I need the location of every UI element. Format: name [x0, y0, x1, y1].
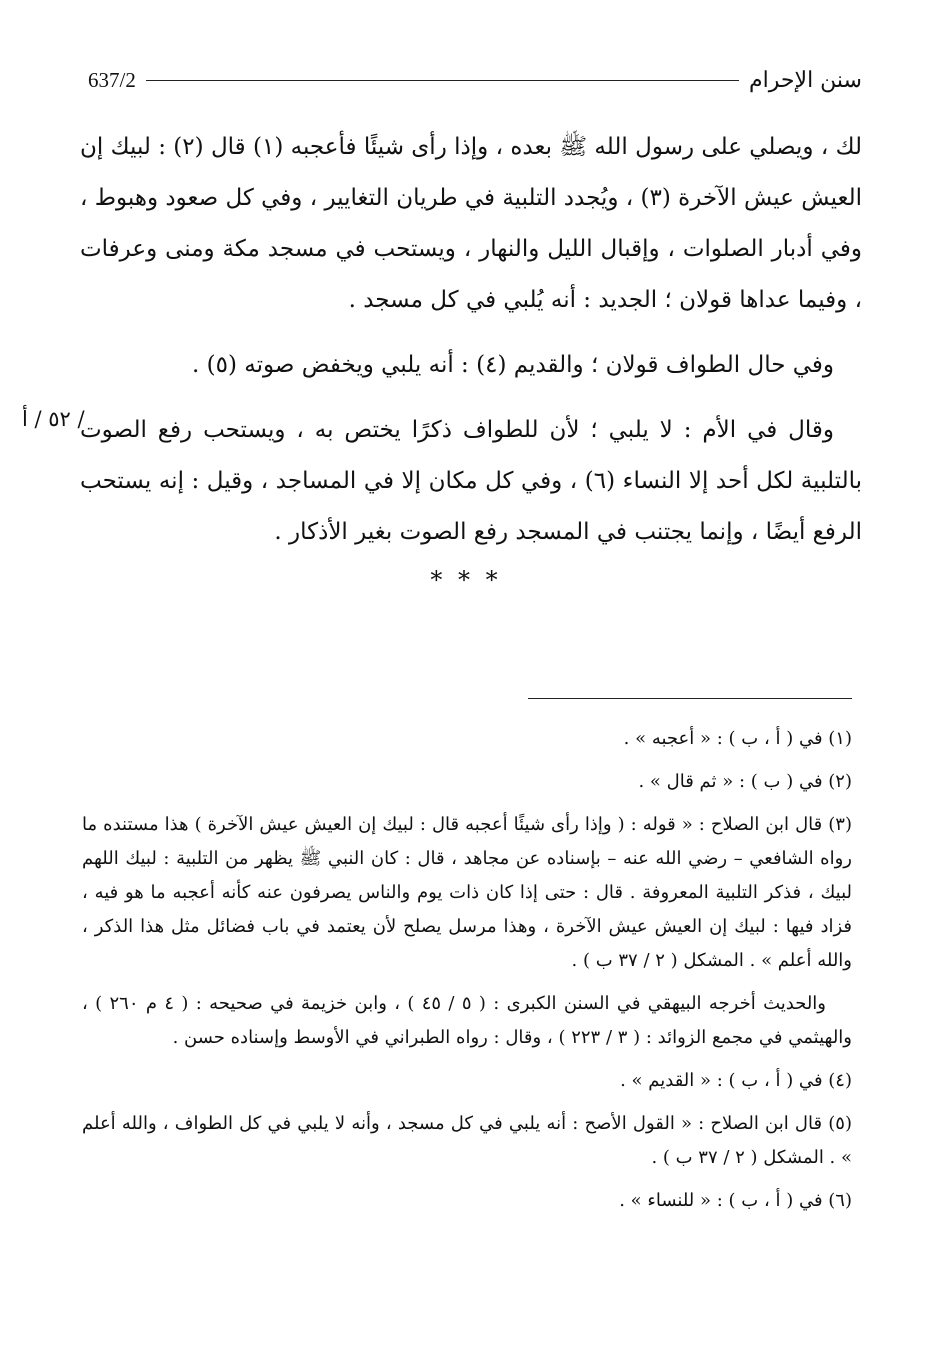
footnote-3-continuation: والحديث أخرجه البيهقي في السنن الكبرى : ( ٥ / ٤٥ ) ، وابن خزيمة في صحيحه : ( ٤ م ٢٦٠ ) ، والهيثمي في مجمع الزوائد : ( ٣ / ٢٢٣ ) ، وقال : رواه الطبراني في الأوسط وإسناده حسن . — [82, 993, 852, 1048]
footnote-1: (١) في ( أ ، ب ) : « أعجبه » . — [623, 728, 852, 749]
main-text — [80, 122, 862, 572]
footnote-2: (٢) في ( ب ) : « ثم قال » . — [638, 771, 852, 792]
main-paragraph-2: وفي حال الطواف قولان ؛ والقديم (٤) : أنه يلبي ويخفض صوته (٥) . — [192, 352, 834, 378]
page-number: 637/2 — [88, 67, 136, 92]
footnotes — [82, 722, 852, 1227]
footnote-4: (٤) في ( أ ، ب ) : « القديم » . — [620, 1070, 852, 1091]
main-paragraph-1: لك ، ويصلي على رسول الله ﷺ بعده ، وإذا رأى شيئًا فأعجبه (١) قال (٢) : لبيك إن العيش عيش الآخرة (٣) ، ويُجدد التلبية في طريان التغايير ، وفي كل صعود وهبوط ، وفي أدبار الصلوات ، وإقبال الليل والنهار ، ويستحب في مسجد مكة ومنى وعرفات ، وفيما عداها قولان ؛ الجديد : أنه يُلبي في كل مسجد . — [80, 134, 863, 313]
footnote-5: (٥) قال ابن الصلاح : « القول الأصح : أنه يلبي في كل مسجد ، وأنه لا يلبي في كل الطواف ، والله أعلم » . المشكل ( ٢ / ٣٧ ب ) . — [82, 1113, 852, 1168]
footnote-3: (٣) قال ابن الصلاح : « قوله : ( وإذا رأى شيئًا أعجبه قال : لبيك إن العيش عيش الآخرة ) هذا مستنده ما رواه الشافعي – رضي الله عنه – بإسناده عن مجاهد ، قال : كان النبي ﷺ يظهر من التلبية : لبيك اللهم لبيك ، فذكر التلبية المعروفة . قال : حتى إذا كان ذات يوم والناس يصرفون عنه كأنه أعجبه ما هو فيه ، فزاد فيها : لبيك إن العيش عيش الآخرة ، وهذا مرسل يصلح لأن يعتمد في باب فضائل مثل هذا الذكر ، والله أعلم » . المشكل ( ٢ / ٣٧ ب ) . — [82, 814, 852, 971]
footnote-rule — [528, 698, 852, 699]
section-separator: * * * — [430, 566, 502, 594]
page-header — [88, 62, 862, 98]
main-paragraph-3: وقال في الأم : لا يلبي ؛ لأن للطواف ذكرًا يختص به ، ويستحب رفع الصوت بالتلبية لكل أحد إلا النساء (٦) ، وفي كل مكان إلا في المساجد ، وقيل : إنه يستحب الرفع أيضًا ، وإنما يجتنب في المسجد رفع الصوت بغير الأذكار . — [80, 417, 862, 545]
running-title: سنن الإحرام — [749, 67, 862, 93]
header-rule — [146, 80, 739, 81]
manuscript-folio-marker: / ٥٢ / أ — [22, 407, 85, 431]
footnote-6: (٦) في ( أ ، ب ) : « للنساء » . — [619, 1190, 852, 1211]
